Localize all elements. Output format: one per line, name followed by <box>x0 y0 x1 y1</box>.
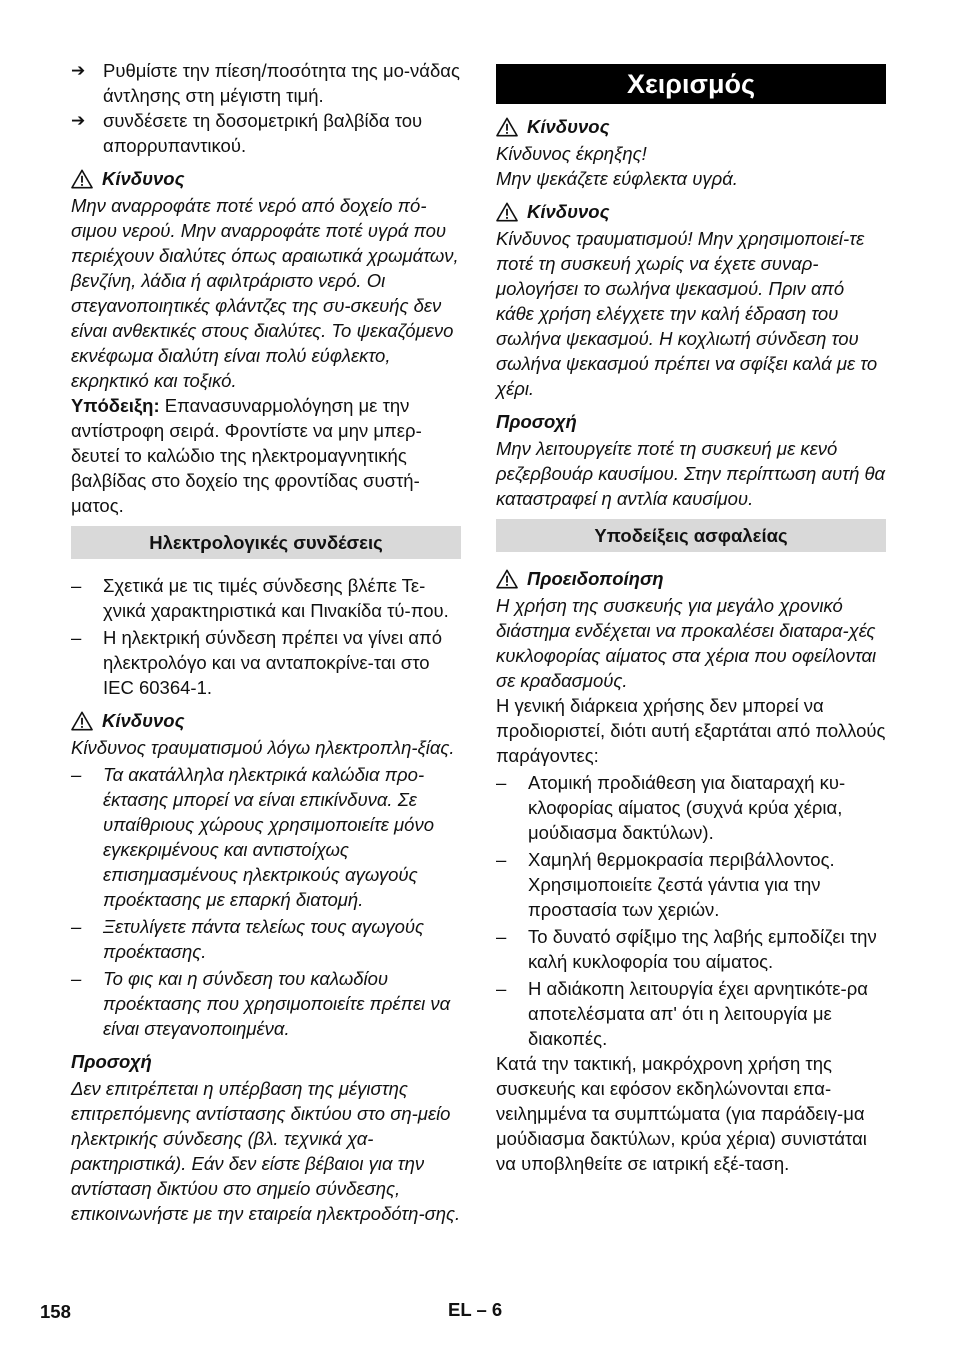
language-code: EL <box>448 1299 472 1320</box>
list-item <box>496 924 886 974</box>
left-column <box>71 58 461 1226</box>
list-item-text: Ξετυλίγετε πάντα τελείως τους αγωγούς προέκτασης. <box>103 916 425 962</box>
list-item <box>71 966 461 1041</box>
page-number: 158 <box>40 1301 71 1322</box>
danger-text: Μην αναρροφάτε ποτέ νερό από δοχείο πό-σιμου νερού. Μην αναρροφάτε ποτέ υγρά που περιέχουν διαλύτες όπως αραιωτικά χρωμάτων, βενζίνη, λάδια ή αφιλτράριστο νερό. Οι στεγανοποιητικές φλάντζες της συ-σκευής δεν είναι ανθεκτικές στους διαλύτες. Το ψεκαζόμενο εκνέφωμα διαλύτη είναι πολύ εύφλεκτο, εκρηκτικό και τοξικό. <box>71 195 459 391</box>
duration-text: Η γενική διάρκεια χρήσης δεν μπορεί να προδιοριστεί, διότι αυτή εξαρτάται από πολλούς παράγοντες: <box>496 695 886 766</box>
caution-title: Προσοχή <box>71 1051 152 1072</box>
danger-heading <box>496 114 886 139</box>
danger-title: Κίνδυνος <box>527 116 610 137</box>
warning-triangle-icon <box>71 169 93 189</box>
section-page-number: – 6 <box>476 1299 503 1320</box>
list-item-text: Το δυνατό σφίξιμο της λαβής εμποδίζει την καλή κυκλοφορία του αίματος. <box>528 926 877 972</box>
footer-section <box>448 1297 502 1322</box>
dash-icon: – <box>71 575 82 596</box>
list-item-text: Η ηλεκτρική σύνδεση πρέπει να γίνει από ηλεκτρολόγο και να ανταποκρίνε-ται στο IEC 60364-1. <box>103 627 443 698</box>
list-item <box>496 976 886 1051</box>
list-item-text: Τα ακατάλληλα ηλεκτρικά καλώδια προ-έκτασης μπορεί να είναι επικίνδυνα. Σε υπαίθριους χώρους χρησιμοποιείτε μόνο εγκεκριμένους και αντιστοίχως επισημασμένους ηλεκτρικούς αγωγούς προέκτασης με επαρκή διατομή. <box>103 764 435 910</box>
list-item-text: Σχετικά με τις τιμές σύνδεσης βλέπε Τε-χνικά χαρακτηριστικά και Πινακίδα τύ-που. <box>103 575 449 621</box>
operation-heading: Χειρισμός <box>496 64 886 104</box>
list-item-text: συνδέσετε τη δοσομετρική βαλβίδα του απορρυπαντικού. <box>103 110 423 156</box>
caution-text: Μην λειτουργείτε ποτέ τη συσκευή με κενό ρεζερβουάρ καυσίμου. Στην περίπτωση αυτή θα καταστραφεί η αντλία καυσίμου. <box>496 438 886 509</box>
danger-text: Κίνδυνος έκρηξης! <box>496 143 647 164</box>
list-item <box>71 914 461 964</box>
list-item <box>496 847 886 922</box>
warning-triangle-icon <box>71 711 93 731</box>
danger-heading <box>71 166 461 191</box>
danger-title: Κίνδυνος <box>102 168 185 189</box>
closing-text: Κατά την τακτική, μακρόχρονη χρήση της συσκευής και εφόσον εκδηλώνονται επα-νειλημμένα τα συμπτώματα (για παράδειγ-μα μούδιασμα δακτύλων, κρύα χέρια) συνιστάται να υποβληθείτε σε ιατρική εξέ-ταση. <box>496 1053 867 1174</box>
right-column <box>496 64 886 1176</box>
dash-icon: – <box>71 627 82 648</box>
dash-icon: – <box>496 772 507 793</box>
list-item-text: Χαμηλή θερμοκρασία περιβάλλοντος. Χρησιμοποιείτε ζεστά γάντια για την προστασία των χεριών. <box>528 849 835 920</box>
list-item <box>496 770 886 845</box>
electrical-connections-heading: Ηλεκτρολογικές συνδέσεις <box>71 526 461 559</box>
list-item <box>71 762 461 912</box>
list-item <box>71 573 461 623</box>
list-item <box>71 625 461 700</box>
dash-icon: – <box>71 764 82 785</box>
note-label: Υπόδειξη: <box>71 395 160 416</box>
danger-heading <box>71 708 461 733</box>
warning-heading <box>496 566 886 591</box>
caution-text: Δεν επιτρέπεται η υπέρβαση της μέγιστης επιτρεπόμενης αντίστασης δικτύου στο ση-μείο ηλεκτρικής σύνδεσης (βλ. τεχνικά χα-ρακτηριστικά). Εάν δεν είστε βέβαιοι για την αντίσταση δικτύου στο σημείο σύνδεσης, επικοινωνήστε με την εταιρεία ηλεκτροδότη-σης. <box>71 1078 461 1224</box>
warning-triangle-icon <box>496 569 518 589</box>
note-paragraph <box>71 393 461 518</box>
warning-text: Η χρήση της συσκευής για μεγάλο χρονικό διάστημα ενδέχεται να προκαλέσει διαταρα-χές κυκλοφορίας αίματος στα χέρια που οφείλονται σε κραδασμούς. <box>496 595 877 691</box>
danger-title: Κίνδυνος <box>527 201 610 222</box>
list-item-text: Η αδιάκοπη λειτουργία έχει αρνητικότε-ρα αποτελέσματα απ' ότι η λειτουργία με διακοπές. <box>528 978 868 1049</box>
danger-text: Κίνδυνος τραυματισμού! Μην χρησιμοποιεί-τε ποτέ τη συσκευή χωρίς να έχετε συναρ-μολογήσει το σωλήνα ψεκασμού. Πριν από κάθε χρήση ελέγχετε την καλή έδραση του σωλήνα ψεκασμού. Η κοχλιωτή σύνδεση του σωλήνα ψεκασμού πρέπει να σφίξει καλά με το χέρι. <box>496 228 878 399</box>
list-item <box>71 58 461 108</box>
arrow-right-icon: ➔ <box>71 111 86 130</box>
danger-text: Μην ψεκάζετε εύφλεκτα υγρά. <box>496 168 738 189</box>
safety-instructions-heading: Υποδείξεις ασφαλείας <box>496 519 886 552</box>
caution-title: Προσοχή <box>496 411 577 432</box>
dash-icon: – <box>496 978 507 999</box>
warning-title: Προειδοποίηση <box>527 568 664 589</box>
danger-title: Κίνδυνος <box>102 710 185 731</box>
dash-icon: – <box>496 849 507 870</box>
list-item-text: Ατομική προδιάθεση για διαταραχή κυ-κλοφορίας αίματος (συχνά κρύα χέρια, μούδιασμα δακτύλων). <box>528 772 846 843</box>
arrow-right-icon: ➔ <box>71 61 86 80</box>
warning-triangle-icon <box>496 202 518 222</box>
list-item-text: Το φις και η σύνδεση του καλωδίου προέκτασης που χρησιμοποιείτε πρέπει να είναι στεγανοποιημένα. <box>103 968 451 1039</box>
list-item <box>71 108 461 158</box>
note-text: Επανασυναρμολόγηση με την αντίστροφη σειρά. Φροντίστε να μην μπερ-δευτεί το καλώδιο της ηλεκτρομαγνητικής βαλβίδας στο δοχείο της φροντίδας συστή-ματος. <box>71 395 422 516</box>
dash-icon: – <box>496 926 507 947</box>
list-item-text: Ρυθμίστε την πίεση/ποσότητα της μο-νάδας άντλησης στη μέγιστη τιμή. <box>103 60 460 106</box>
danger-text: Κίνδυνος τραυματισμού λόγω ηλεκτροπλη-ξίας. <box>71 737 455 758</box>
dash-icon: – <box>71 916 82 937</box>
danger-heading <box>496 199 886 224</box>
warning-triangle-icon <box>496 117 518 137</box>
dash-icon: – <box>71 968 82 989</box>
